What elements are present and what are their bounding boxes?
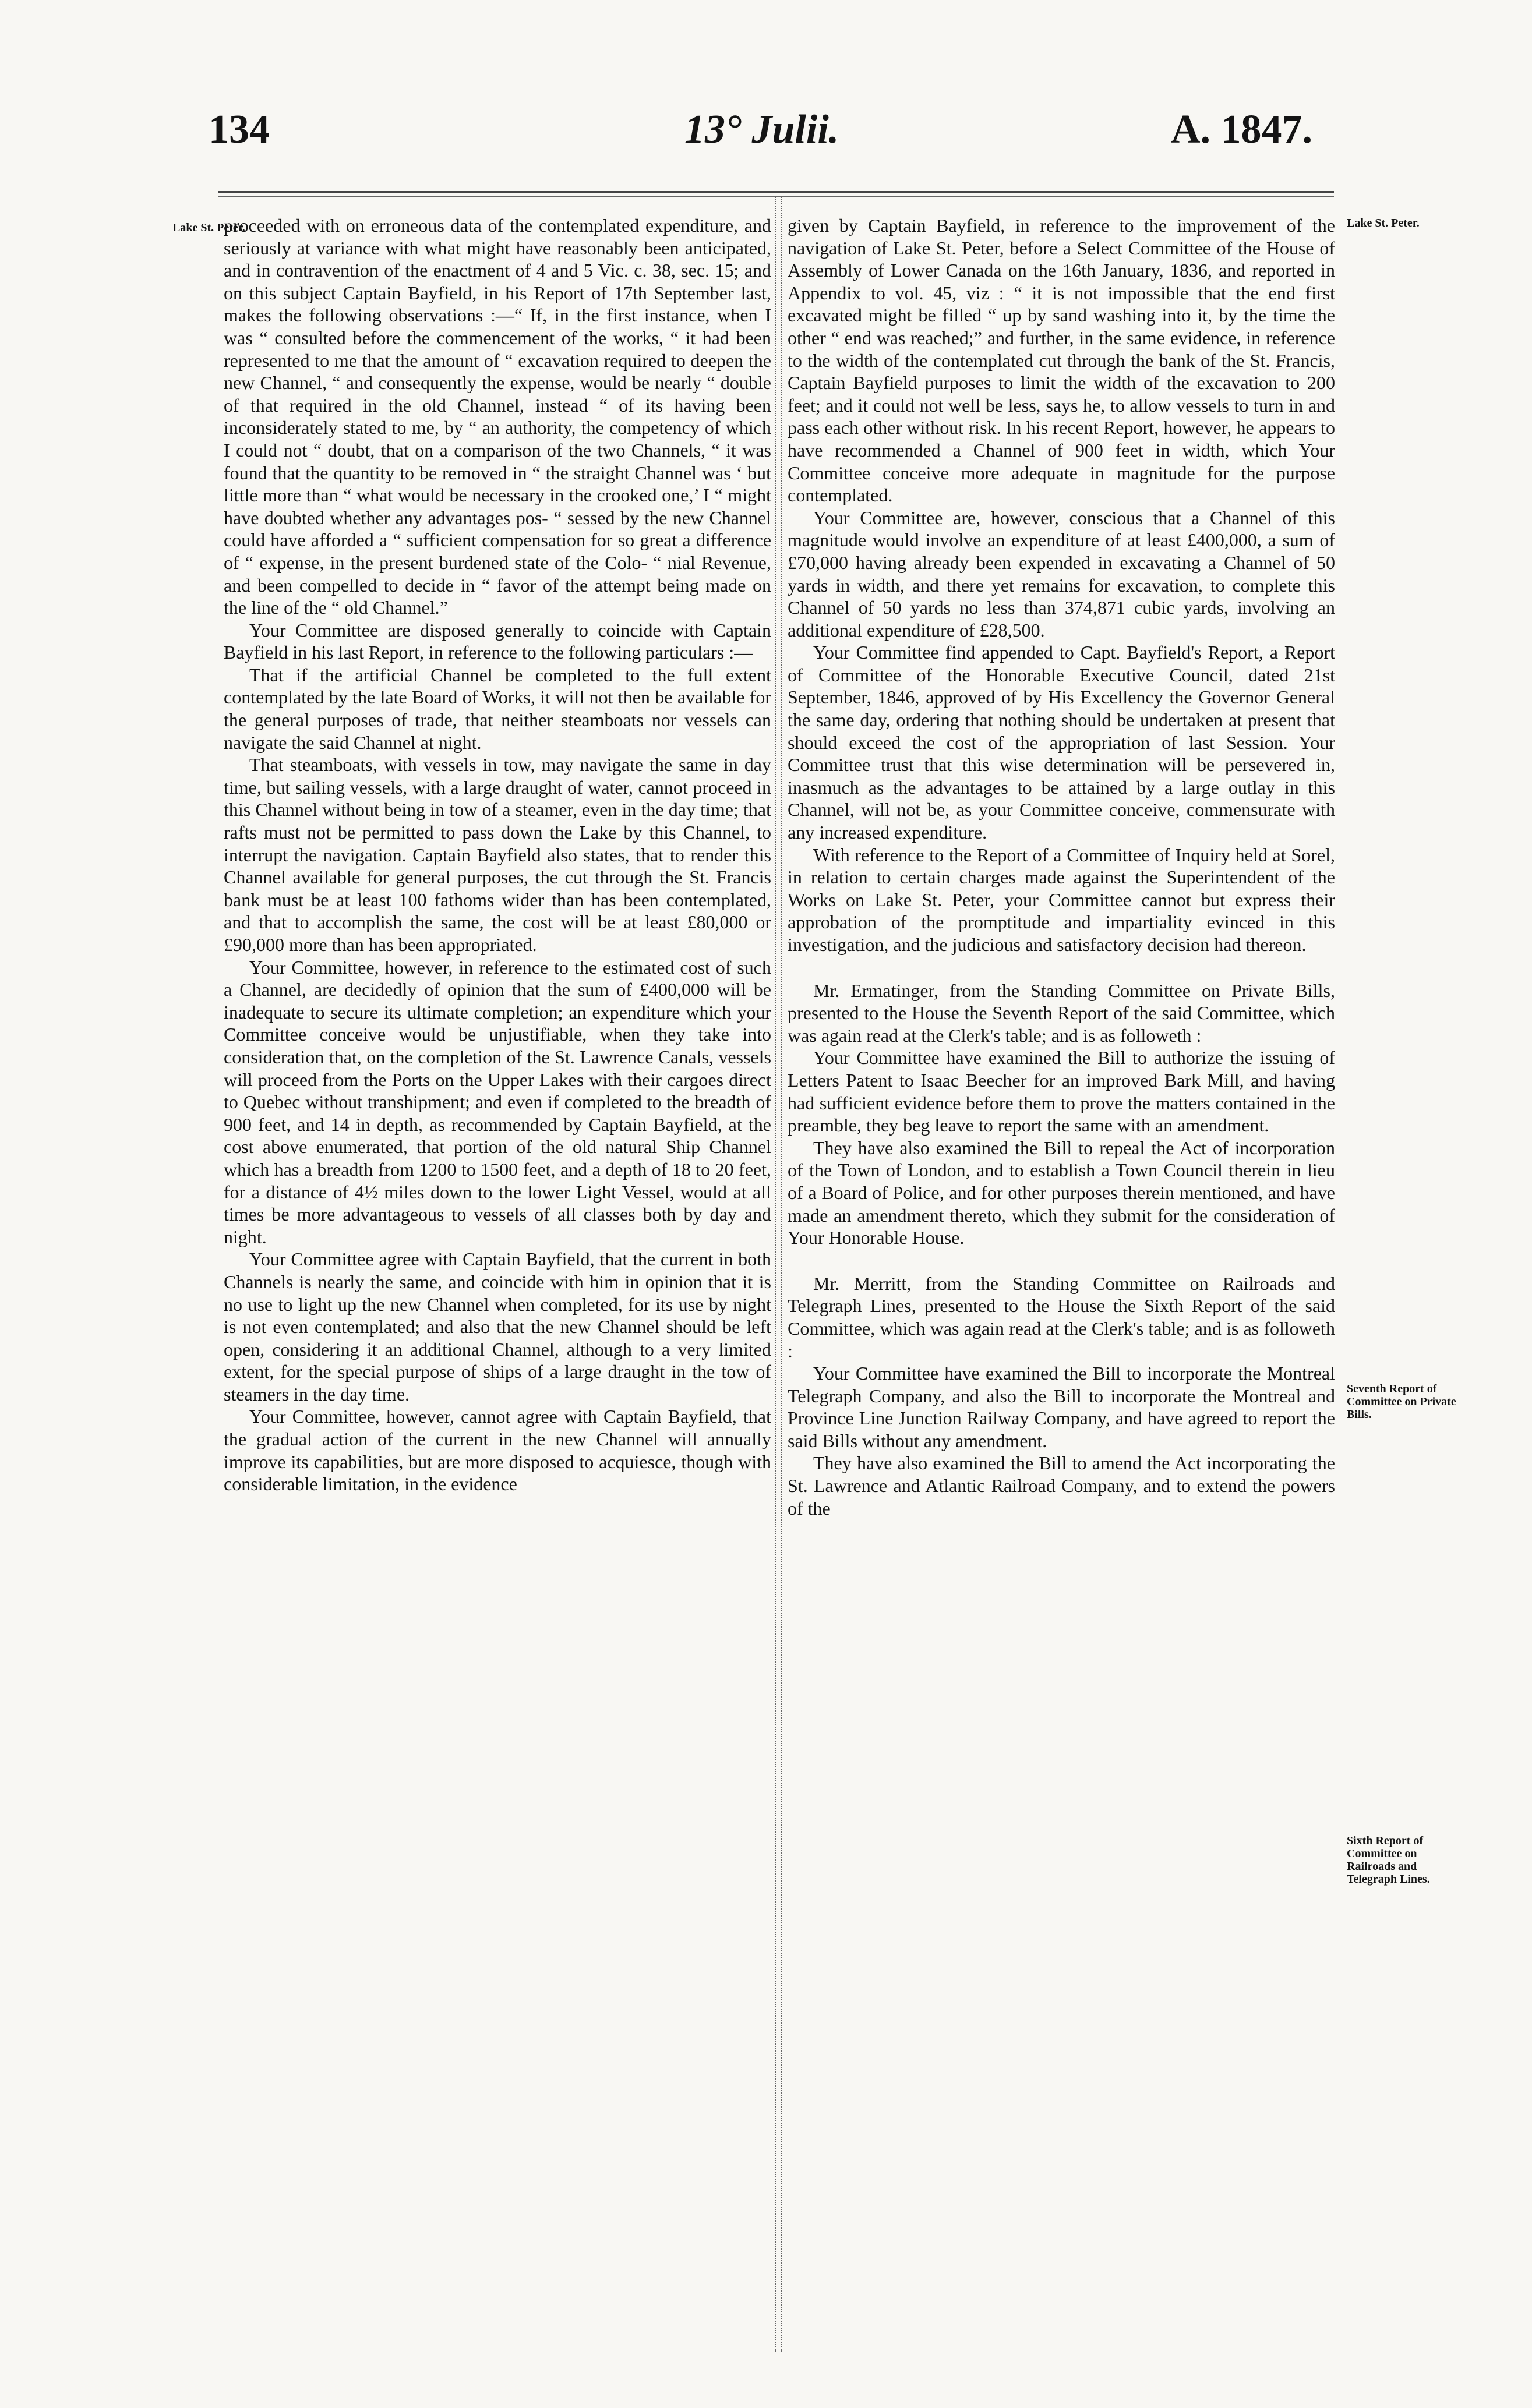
page-number: 134 [209,107,270,152]
left-column [224,214,771,1495]
paragraph: proceeded with on erroneous data of the contemplated expenditure, and seriously at variance with what might have reasonably been anticipated, and in contravention of the enactment of 4 and 5 Vic. c. 38, sec. 15; and on this subject Captain Bayfield, in his Report of 17th September last, makes the following observations :—“ If, in the first instance, when I was “ consulted before the commencement of the works, “ it had been represented to me that the amount of “ excavation required to deepen the new Channel, “ and consequently the expense, would be nearly “ double of that required in the old Channel, instead “ of its having been inconsiderately stated to me, by “ an authority, the competency of which I could not “ doubt, that on a comparison of the two Channels, “ it was found that the quantity to be removed in “ the straight Channel was ‘ but little more than “ what would be necessary in the crooked one,’ I “ might have doubted whether any advantages pos- “ sessed by the new Channel could have afforded a “ sufficient compensation for so great a difference of “ expense, in the present burdened state of the Colo- “ nial Revenue, and been compelled to decide in “ favor of the attempt being made on the line of the “ old Channel.” [224,215,771,618]
margin-note-lake-st-peter-right: Lake St. Peter. [1347,217,1420,229]
paragraph: Your Committee are disposed generally to coincide with Captain Bayfield in his last Report, in reference to the following particulars :— [224,619,771,663]
paragraph: Your Committee have examined the Bill to authorize the issuing of Letters Patent to Isaac Beecher for an improved Bark Mill, and having had sufficient evidence before them to prove the matters contained in the preamble, they beg leave to report the same with an amendment. [788,1047,1335,1136]
paragraph: That steamboats, with vessels in tow, may navigate the same in day time, but sailing vessels, with a large draught of water, cannot proceed in this Channel without being in tow of a steamer, even in the day time; that rafts must not be permitted to pass down the Lake by this Channel, to interrupt the navigation. Captain Bayfield also states, that to render this Channel available for general purposes, the cut through the St. Francis bank must be at least 100 fathoms wider than has been contemplated, and that to accomplish the same, the cost will be at least £80,000 or £90,000 more than has been appropriated. [224,754,771,955]
header-rule [218,191,1334,193]
paragraph: Mr. Ermatinger, from the Standing Committee on Private Bills, presented to the House the Seventh Report of the said Committee, which was again read at the Clerk's table; and is as followeth : [788,980,1335,1046]
paragraph: With reference to the Report of a Committee of Inquiry held at Sorel, in relation to certain charges made against the Superintendent of the Works on Lake St. Peter, your Committee cannot but express their approbation of the promptitude and impartiality evinced in this investigation, and the judicious and satisfactory decision had thereon. [788,844,1335,955]
paragraph: They have also examined the Bill to repeal the Act of incorporation of the Town of London, and to establish a Town Council therein in lieu of a Board of Police, and for other purposes therein mentioned, and have made an amendment thereto, which they submit for the consideration of Your Honorable House. [788,1137,1335,1249]
margin-note-seventh-report: Seventh Report of Committee on Private Bills. [1347,1382,1456,1421]
margin-note-lake-st-peter-left: Lake St. Peter. [172,221,245,234]
paragraph: Your Committee are, however, conscious that a Channel of this magnitude would involve an expenditure of at least £400,000, a sum of £70,000 having already been expended in excavating a Channel of 50 yards in width, and there yet remains for excavation, to complete this Channel of 50 yards no less than 374,871 cubic yards, involving an additional expenditure of £28,500. [788,507,1335,641]
margin-note-sixth-report: Sixth Report of Committee on Railroads and Telegraph Lines. [1347,1834,1430,1886]
paragraph: That if the artificial Channel be completed to the full extent contemplated by the late Board of Works, it will not then be available for the general purposes of trade, that neither steamboats nor vessels can navigate the said Channel at night. [224,664,771,753]
page-date-header: 13° Julii. [684,107,839,152]
right-column [788,214,1335,1519]
paragraph: Your Committee, however, in reference to the estimated cost of such a Channel, are decidedly of opinion that the sum of £400,000 will be inadequate to secure its ultimate completion; an expenditure which your Committee conceive would be unjustifiable, when they take into consideration that, on the completion of the St. Lawrence Canals, vessels will proceed from the Ports on the Upper Lakes with their cargoes direct to Quebec without transhipment; and even if completed to the breadth of 900 feet, and 14 in depth, as recommended by Captain Bayfield, at the cost above enumerated, that portion of the old natural Ship Channel which has a breadth from 1200 to 1500 feet, and a depth of 18 to 20 feet, for a distance of 4½ miles down to the lower Light Vessel, would at all times be more advantageous to vessels of all classes both by day and night. [224,956,771,1247]
paragraph: They have also examined the Bill to amend the Act incorporating the St. Lawrence and Atlantic Railroad Company, and to extend the powers of the [788,1452,1335,1519]
paragraph: Mr. Merritt, from the Standing Committee on Railroads and Telegraph Lines, presented to the House the Sixth Report of the said Committee, which was again read at the Clerk's table; and is as followeth : [788,1272,1335,1362]
paragraph: Your Committee find appended to Capt. Bayfield's Report, a Report of Committee of the Honorable Executive Council, dated 21st September, 1846, approved of by His Excellency the Governor General the same day, ordering that nothing should be undertaken at present that should exceed the cost of the appropriation of last Session. Your Committee trust that this wise determination will be persevered in, inasmuch as the advantages to be attained by a large outlay in this Channel, will not be, as your Committee conceive, commensurate with any increased expenditure. [788,642,1335,843]
paragraph: given by Captain Bayfield, in reference to the improvement of the navigation of Lake St. Peter, before a Select Committee of the House of Assembly of Lower Canada on the 16th January, 1836, and reported in Appendix to vol. 45, viz : “ it is not impossible that the end first excavated might be filled “ up by sand washing into it, by the time the other “ end was reached;” and further, in the same evidence, in reference to the width of the contemplated cut through the bank of the St. Francis, Captain Bayfield purposes to limit the width of the excavation to 200 feet; and it could not well be less, says he, to allow vessels to turn in and pass each other without risk. In his recent Report, however, he appears to have recommended a Channel of 900 feet in width, which Your Committee conceive more adequate in magnitude for the purpose contemplated. [788,215,1335,506]
page-year-header: A. 1847. [1171,107,1313,152]
paragraph: Your Committee have examined the Bill to incorporate the Montreal Telegraph Company, and also the Bill to incorporate the Montreal and Province Line Junction Railway Company, and have agreed to report the said Bills without any amendment. [788,1363,1335,1451]
column-divider [775,197,782,2352]
paragraph: Your Committee agree with Captain Bayfield, that the current in both Channels is nearly the same, and coincide with him in opinion that it is no use to light up the new Channel when completed, for its use by night is not even contemplated; and also that the new Channel should be left open, considering it an additional Channel, although to a very limited extent, for the special purpose of ships of a large draught in the tow of steamers in the day time. [224,1249,771,1405]
paragraph: Your Committee, however, cannot agree with Captain Bayfield, that the gradual action of the current in the new Channel will annually improve its capabilities, but are more disposed to acquiesce, though with considerable limitation, in the evidence [224,1406,771,1495]
